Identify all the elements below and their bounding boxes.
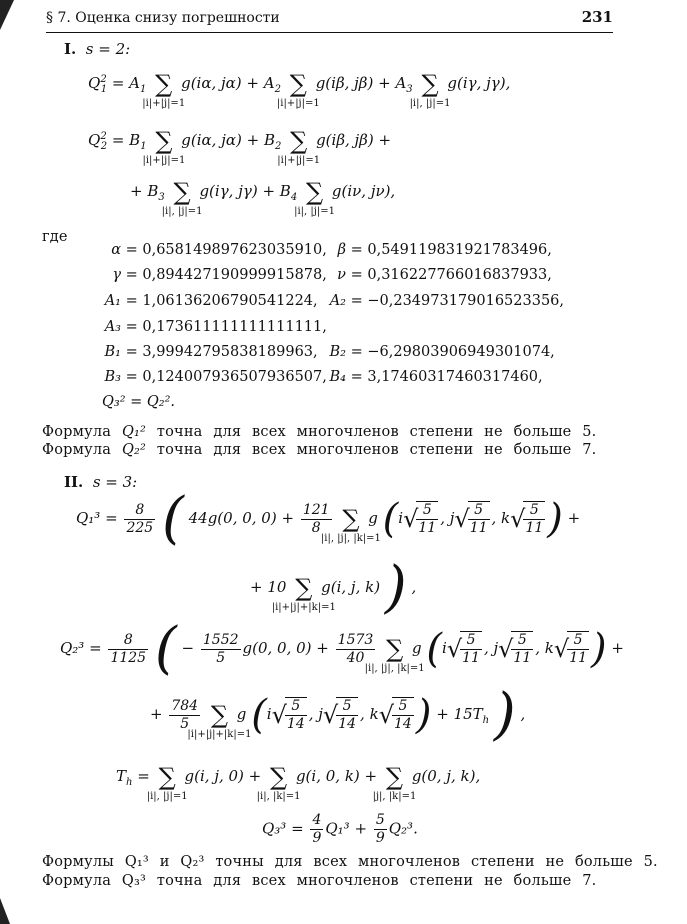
right-paren: ) — [384, 555, 407, 620]
left-paren: ( — [161, 486, 184, 551]
q3-equals-q2: Q₃² = Q₂². — [102, 394, 176, 410]
case1-heading: I. s = 2: — [64, 40, 131, 58]
running-header — [46, 8, 613, 33]
const-a3: A₃ = 0,173611111111111111, — [104, 319, 327, 335]
formula-q1-s3-line1: Q₁³ = $\frac{8}{225}$ ( 44g(0, 0, 0) + $\frac{121}{8}$ ∑ |i|, |j|, |k|=1 g (i√ $\frac{5}{11}$ , j√ $\frac{5}{11}$ , k√ $\frac{5}{11}$ ) + — [76, 486, 581, 551]
formula-th: $T_h$ = ∑ |i|, |j|=1 g(i, j, 0) + ∑ |i|, |k|=1 g(i, 0, k) + ∑ |j|, |k|=1 g(0, j, k), — [116, 763, 481, 802]
scan-shadow-bottom — [0, 898, 10, 924]
const-b4: B₄ = 3,17460317460317460, — [329, 369, 543, 385]
where-label: где — [42, 229, 68, 245]
note-q2-s2: Формула Q₂² точна для всех многочленов степени не больше 7. — [42, 442, 597, 458]
sum-sign: ∑ |i|+|j|+|k|=1 — [271, 574, 336, 613]
sum-sign: ∑ |i|, |j|, |k|=1 — [320, 505, 381, 544]
const-b1: B₁ = 3,99942795838189963, — [104, 344, 318, 360]
left-paren: ( — [154, 616, 177, 681]
formula-q1-s3-line2: + 10 ∑ |i|+|j|+|k|=1 g(i, j, k) ) , — [250, 555, 417, 620]
const-a1: A₁ = 1,06136206790541224, — [104, 293, 318, 309]
const-gamma: γ = 0,894427190999915878, — [112, 267, 327, 283]
section-title: § 7. Оценка снизу погрешности — [46, 10, 280, 26]
formula-q2-s2-line1: $Q^2_2 = B_1$ ∑ |i|+|j|=1 g(iα, $j\alpha) + B_2$ ∑ |i|+|j|=1 g(iβ, jβ) + — [88, 127, 392, 166]
formula-q1-s2: $Q^2_1 = A_1$ ∑ |i|+|j|=1 g(iα, $j\alpha) + A_2$ ∑ |i|+|j|=1 g(iβ, $j\beta) + A_3$ ∑ |i|, |j|=1 g(iγ, jγ), — [88, 70, 511, 109]
const-beta: β = 0,549119831921783496, — [337, 242, 552, 258]
sum-sign: ∑ |i|+|j|=1 — [277, 127, 321, 166]
sum-sign: ∑ |i|, |j|=1 — [161, 178, 203, 217]
note-q3-s3: Формула Q₃³ точна для всех многочленов степени не больше 7. — [42, 873, 597, 889]
sum-sign: ∑ |i|, |j|=1 — [146, 763, 188, 802]
const-nu: ν = 0,316227766016837933, — [337, 267, 552, 283]
case2-heading: II. s = 3: — [64, 473, 138, 491]
scan-shadow-top — [0, 0, 14, 30]
formula-q2-s3-line2: + $\frac{784}{5}$ ∑ |i|+|j|+|k|=1 g (i√ $\frac{5}{14}$ , j√ $\frac{5}{14}$ , k√ $\frac{5}{14}$ ) + $15T_h$ ) , — [150, 682, 526, 747]
sum-sign: ∑ |i|+|j|=1 — [276, 70, 320, 109]
note-q12-s3: Формулы Q₁³ и Q₂³ точны для всех многочленов степени не больше 5. — [42, 854, 658, 870]
const-b2: B₂ = −6,29803906949301074, — [329, 344, 555, 360]
const-b3: B₃ = 0,124007936507936507, — [104, 369, 327, 385]
sum-sign: ∑ |i|, |k|=1 — [256, 763, 301, 802]
sum-sign: ∑ |i|, |j|=1 — [409, 70, 451, 109]
right-paren: ) — [493, 682, 516, 747]
note-q1-s2: Формула Q₁² точна для всех многочленов степени не больше 5. — [42, 424, 597, 440]
formula-q2-s3-line1: Q₂³ = $\frac{8}{1125}$ ( − $\frac{1552}{5}$ g(0, 0, 0) + $\frac{1573}{40}$ ∑ |i|, |j|, |k|=1 g (i√ $\frac{5}{11}$ , j√ $\frac{5}{11}$ , k√ $\frac{5}{11}$ ) + — [60, 616, 624, 681]
sum-sign: ∑ |i|+|j|=1 — [142, 127, 186, 166]
const-alpha: α = 0,658149897623035910, — [111, 242, 327, 258]
sum-sign: ∑ |j|, |k|=1 — [372, 763, 417, 802]
sum-sign: ∑ |i|, |j|, |k|=1 — [364, 635, 425, 674]
const-a2: A₂ = −0,234973179016523356, — [329, 293, 565, 309]
formula-q2-s2-line2: + $B_3$ ∑ |i|, |j|=1 g(iγ, $j\gamma) + B_4$ ∑ |i|, |j|=1 g(iν, jν), — [130, 178, 396, 217]
page-number: 231 — [581, 8, 613, 26]
sum-sign: ∑ |i|+|j|=1 — [142, 70, 186, 109]
sum-sign: ∑ |i|+|j|+|k|=1 — [187, 701, 252, 740]
sum-sign: ∑ |i|, |j|=1 — [294, 178, 335, 217]
formula-q3-s3: Q₃³ = $\frac{4}{9}$ Q₁³ + $\frac{5}{9}$ Q₂³. — [262, 812, 418, 846]
